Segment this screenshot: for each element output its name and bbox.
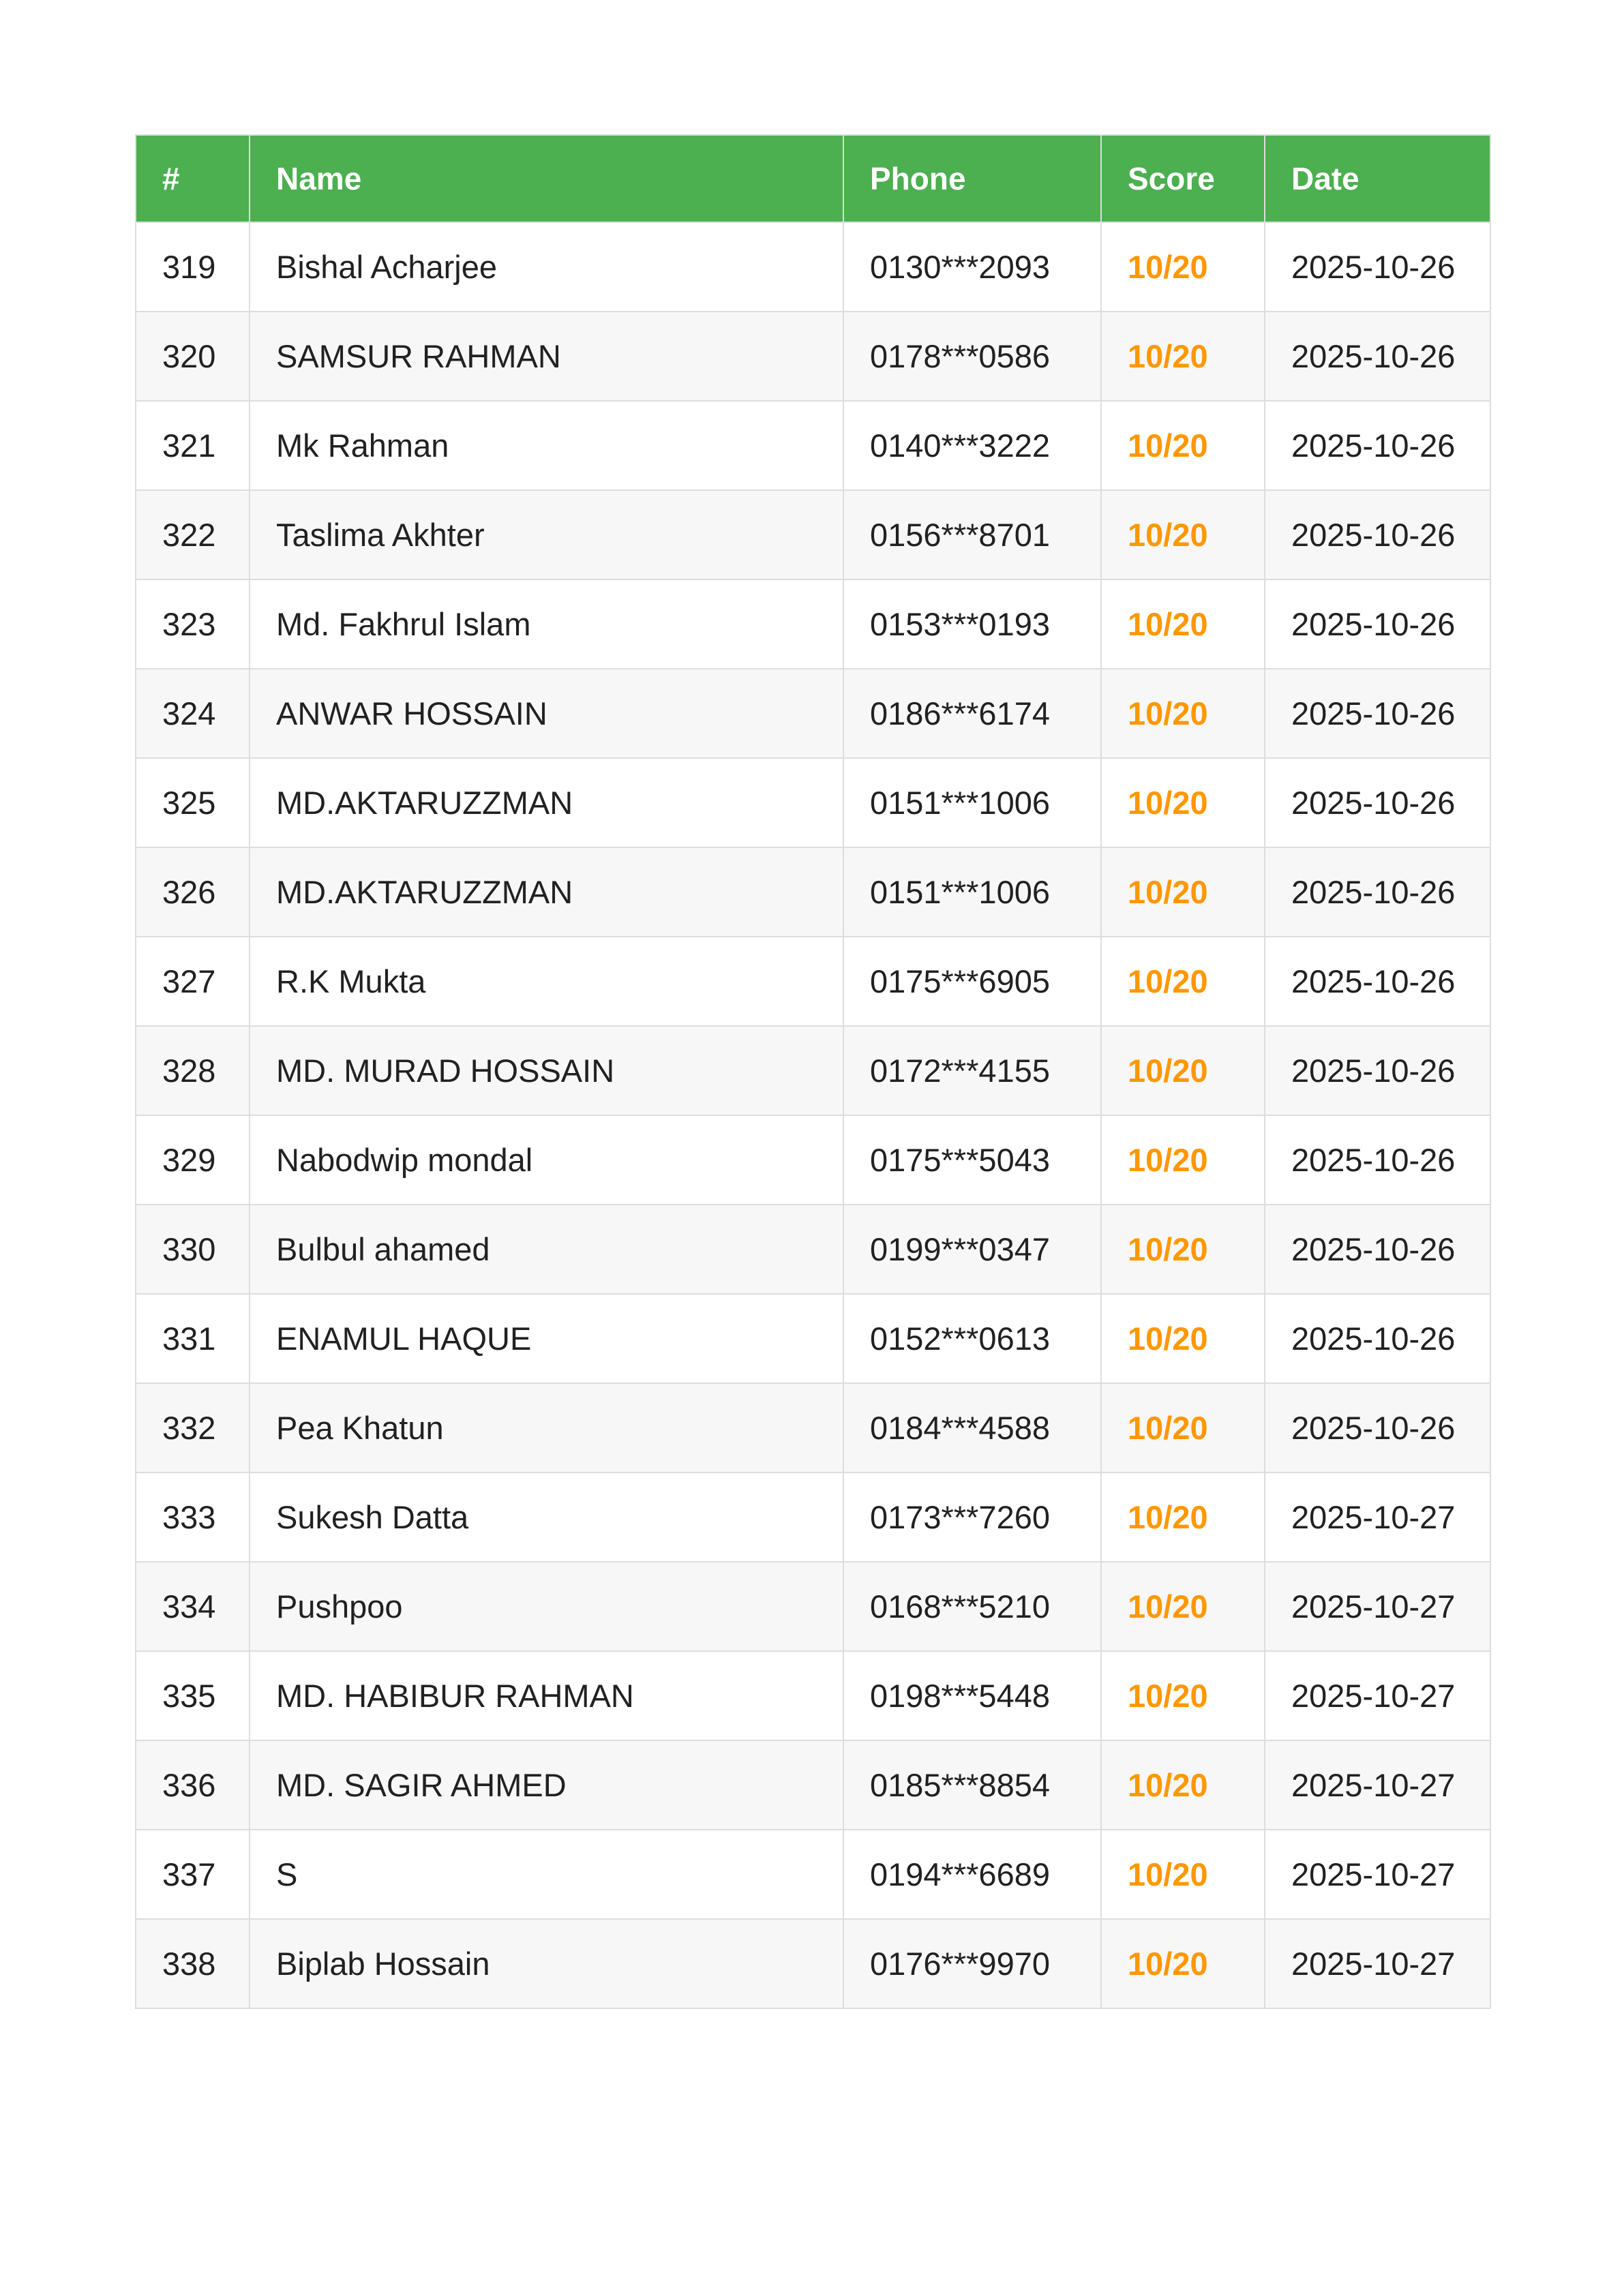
table-body bbox=[136, 222, 1490, 2008]
cell-name: MD. MURAD HOSSAIN bbox=[250, 1026, 843, 1115]
cell-date: 2025-10-27 bbox=[1265, 1919, 1490, 2008]
cell-name: Pushpoo bbox=[250, 1562, 843, 1651]
table-row bbox=[136, 1651, 1490, 1740]
cell-index: 327 bbox=[136, 937, 250, 1026]
cell-index: 330 bbox=[136, 1205, 250, 1294]
table-row bbox=[136, 401, 1490, 490]
cell-score: 10/20 bbox=[1101, 312, 1265, 401]
cell-date: 2025-10-26 bbox=[1265, 1294, 1490, 1383]
cell-index: 338 bbox=[136, 1919, 250, 2008]
cell-score: 10/20 bbox=[1101, 1205, 1265, 1294]
cell-phone: 0153***0193 bbox=[843, 579, 1101, 669]
col-header-phone: Phone bbox=[843, 135, 1101, 222]
col-header-index: # bbox=[136, 135, 250, 222]
cell-date: 2025-10-26 bbox=[1265, 1205, 1490, 1294]
cell-name: ENAMUL HAQUE bbox=[250, 1294, 843, 1383]
cell-score: 10/20 bbox=[1101, 1651, 1265, 1740]
cell-date: 2025-10-26 bbox=[1265, 758, 1490, 847]
cell-index: 326 bbox=[136, 847, 250, 937]
cell-date: 2025-10-26 bbox=[1265, 579, 1490, 669]
cell-phone: 0184***4588 bbox=[843, 1383, 1101, 1472]
cell-date: 2025-10-27 bbox=[1265, 1830, 1490, 1919]
cell-index: 336 bbox=[136, 1740, 250, 1830]
cell-index: 333 bbox=[136, 1472, 250, 1562]
cell-index: 337 bbox=[136, 1830, 250, 1919]
table-row bbox=[136, 847, 1490, 937]
cell-name: Bishal Acharjee bbox=[250, 222, 843, 312]
cell-name: MD.AKTARUZZMAN bbox=[250, 847, 843, 937]
table-row bbox=[136, 1294, 1490, 1383]
cell-score: 10/20 bbox=[1101, 1115, 1265, 1205]
cell-index: 331 bbox=[136, 1294, 250, 1383]
cell-date: 2025-10-27 bbox=[1265, 1472, 1490, 1562]
cell-phone: 0173***7260 bbox=[843, 1472, 1101, 1562]
cell-name: Mk Rahman bbox=[250, 401, 843, 490]
table-header-row bbox=[136, 135, 1490, 222]
cell-date: 2025-10-26 bbox=[1265, 669, 1490, 758]
table-row bbox=[136, 1472, 1490, 1562]
cell-phone: 0176***9970 bbox=[843, 1919, 1101, 2008]
cell-phone: 0151***1006 bbox=[843, 758, 1101, 847]
cell-date: 2025-10-26 bbox=[1265, 1383, 1490, 1472]
cell-phone: 0199***0347 bbox=[843, 1205, 1101, 1294]
table-row bbox=[136, 1205, 1490, 1294]
cell-score: 10/20 bbox=[1101, 1383, 1265, 1472]
table-row bbox=[136, 1740, 1490, 1830]
cell-score: 10/20 bbox=[1101, 490, 1265, 579]
cell-index: 334 bbox=[136, 1562, 250, 1651]
cell-score: 10/20 bbox=[1101, 401, 1265, 490]
table-row bbox=[136, 1026, 1490, 1115]
cell-index: 319 bbox=[136, 222, 250, 312]
table-row bbox=[136, 1562, 1490, 1651]
cell-index: 321 bbox=[136, 401, 250, 490]
cell-name: ANWAR HOSSAIN bbox=[250, 669, 843, 758]
cell-index: 325 bbox=[136, 758, 250, 847]
cell-index: 324 bbox=[136, 669, 250, 758]
cell-score: 10/20 bbox=[1101, 1740, 1265, 1830]
cell-score: 10/20 bbox=[1101, 1562, 1265, 1651]
cell-score: 10/20 bbox=[1101, 1830, 1265, 1919]
cell-score: 10/20 bbox=[1101, 222, 1265, 312]
cell-name: MD. SAGIR AHMED bbox=[250, 1740, 843, 1830]
cell-phone: 0151***1006 bbox=[843, 847, 1101, 937]
cell-index: 329 bbox=[136, 1115, 250, 1205]
cell-phone: 0198***5448 bbox=[843, 1651, 1101, 1740]
scores-table-container bbox=[135, 134, 1490, 2009]
table-row bbox=[136, 758, 1490, 847]
table-row bbox=[136, 937, 1490, 1026]
cell-name: SAMSUR RAHMAN bbox=[250, 312, 843, 401]
table-row bbox=[136, 579, 1490, 669]
cell-index: 322 bbox=[136, 490, 250, 579]
cell-index: 332 bbox=[136, 1383, 250, 1472]
table-row bbox=[136, 1383, 1490, 1472]
cell-name: MD.AKTARUZZMAN bbox=[250, 758, 843, 847]
cell-date: 2025-10-26 bbox=[1265, 312, 1490, 401]
cell-date: 2025-10-26 bbox=[1265, 1115, 1490, 1205]
cell-phone: 0172***4155 bbox=[843, 1026, 1101, 1115]
col-header-date: Date bbox=[1265, 135, 1490, 222]
cell-date: 2025-10-26 bbox=[1265, 1026, 1490, 1115]
cell-phone: 0175***6905 bbox=[843, 937, 1101, 1026]
cell-date: 2025-10-27 bbox=[1265, 1740, 1490, 1830]
col-header-name: Name bbox=[250, 135, 843, 222]
cell-name: R.K Mukta bbox=[250, 937, 843, 1026]
cell-score: 10/20 bbox=[1101, 1472, 1265, 1562]
cell-phone: 0185***8854 bbox=[843, 1740, 1101, 1830]
cell-phone: 0152***0613 bbox=[843, 1294, 1101, 1383]
cell-phone: 0178***0586 bbox=[843, 312, 1101, 401]
cell-date: 2025-10-26 bbox=[1265, 401, 1490, 490]
cell-name: Sukesh Datta bbox=[250, 1472, 843, 1562]
cell-index: 323 bbox=[136, 579, 250, 669]
cell-name: S bbox=[250, 1830, 843, 1919]
cell-score: 10/20 bbox=[1101, 579, 1265, 669]
cell-phone: 0175***5043 bbox=[843, 1115, 1101, 1205]
cell-date: 2025-10-26 bbox=[1265, 222, 1490, 312]
cell-date: 2025-10-26 bbox=[1265, 490, 1490, 579]
cell-phone: 0156***8701 bbox=[843, 490, 1101, 579]
cell-name: Taslima Akhter bbox=[250, 490, 843, 579]
cell-date: 2025-10-27 bbox=[1265, 1651, 1490, 1740]
cell-phone: 0140***3222 bbox=[843, 401, 1101, 490]
cell-name: Md. Fakhrul Islam bbox=[250, 579, 843, 669]
cell-name: MD. HABIBUR RAHMAN bbox=[250, 1651, 843, 1740]
table-row bbox=[136, 1919, 1490, 2008]
cell-date: 2025-10-26 bbox=[1265, 847, 1490, 937]
cell-date: 2025-10-27 bbox=[1265, 1562, 1490, 1651]
cell-score: 10/20 bbox=[1101, 758, 1265, 847]
cell-phone: 0130***2093 bbox=[843, 222, 1101, 312]
table-row bbox=[136, 669, 1490, 758]
table-row bbox=[136, 490, 1490, 579]
cell-score: 10/20 bbox=[1101, 847, 1265, 937]
cell-name: Nabodwip mondal bbox=[250, 1115, 843, 1205]
scores-table bbox=[135, 134, 1491, 2009]
cell-name: Biplab Hossain bbox=[250, 1919, 843, 2008]
table-row bbox=[136, 222, 1490, 312]
cell-phone: 0194***6689 bbox=[843, 1830, 1101, 1919]
cell-score: 10/20 bbox=[1101, 1294, 1265, 1383]
cell-score: 10/20 bbox=[1101, 1026, 1265, 1115]
cell-index: 328 bbox=[136, 1026, 250, 1115]
cell-score: 10/20 bbox=[1101, 1919, 1265, 2008]
table-row bbox=[136, 312, 1490, 401]
table-row bbox=[136, 1115, 1490, 1205]
cell-phone: 0168***5210 bbox=[843, 1562, 1101, 1651]
col-header-score: Score bbox=[1101, 135, 1265, 222]
cell-index: 335 bbox=[136, 1651, 250, 1740]
cell-phone: 0186***6174 bbox=[843, 669, 1101, 758]
cell-name: Pea Khatun bbox=[250, 1383, 843, 1472]
cell-score: 10/20 bbox=[1101, 937, 1265, 1026]
cell-date: 2025-10-26 bbox=[1265, 937, 1490, 1026]
cell-score: 10/20 bbox=[1101, 669, 1265, 758]
table-row bbox=[136, 1830, 1490, 1919]
cell-name: Bulbul ahamed bbox=[250, 1205, 843, 1294]
cell-index: 320 bbox=[136, 312, 250, 401]
